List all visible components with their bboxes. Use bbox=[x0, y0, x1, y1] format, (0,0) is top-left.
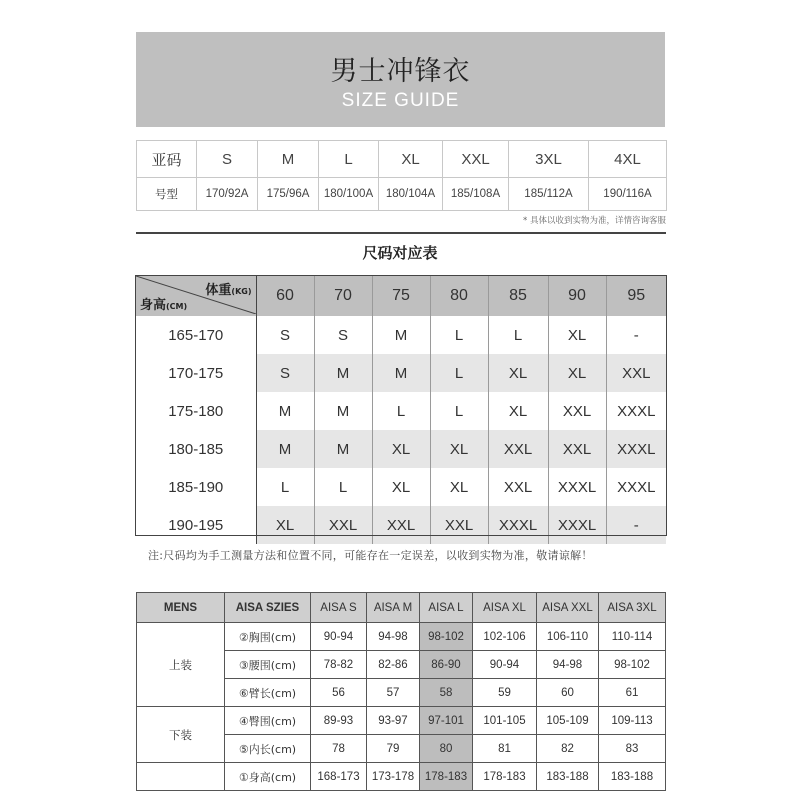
matrix-cell: L bbox=[372, 392, 430, 430]
measure-value: 58 bbox=[420, 679, 473, 707]
measure-value: 79 bbox=[367, 735, 420, 763]
measure-value: 86-90 bbox=[420, 651, 473, 679]
weight-col-header: 70 bbox=[314, 276, 372, 316]
matrix-cell: XXXL bbox=[548, 468, 606, 506]
height-range: 190-195 bbox=[136, 506, 256, 544]
matrix-cell: XXXL bbox=[606, 392, 666, 430]
matrix-cell: M bbox=[314, 354, 372, 392]
type-cell: 180/100A bbox=[319, 178, 379, 211]
weight-col-header: 95 bbox=[606, 276, 666, 316]
measure-value: 105-109 bbox=[537, 707, 599, 735]
size-type-table bbox=[136, 140, 667, 211]
size-row bbox=[137, 141, 667, 178]
measure-value: 93-97 bbox=[367, 707, 420, 735]
col-header-size: AISA S bbox=[311, 593, 367, 623]
measurement-row bbox=[137, 707, 666, 735]
matrix-cell: XXL bbox=[430, 506, 488, 544]
matrix-cell: M bbox=[314, 430, 372, 468]
size-cell: M bbox=[258, 141, 319, 178]
matrix-row bbox=[136, 506, 666, 544]
size-cell: 4XL bbox=[589, 141, 667, 178]
matrix-cell: XXL bbox=[372, 506, 430, 544]
matrix-cell: XL bbox=[430, 468, 488, 506]
matrix-cell: XXXL bbox=[548, 506, 606, 544]
measure-value: 94-98 bbox=[537, 651, 599, 679]
measure-value: 83 bbox=[599, 735, 666, 763]
measure-value: 59 bbox=[473, 679, 537, 707]
type-cell: 170/92A bbox=[197, 178, 258, 211]
measure-value: 78-82 bbox=[311, 651, 367, 679]
group-top: 上装 bbox=[137, 623, 225, 707]
col-header-sizes: AISA SZIES bbox=[225, 593, 311, 623]
type-cell: 175/96A bbox=[258, 178, 319, 211]
size-cell: XL bbox=[379, 141, 443, 178]
height-range: 165-170 bbox=[136, 316, 256, 354]
matrix-cell: XL bbox=[372, 468, 430, 506]
size-row-label: 亚码 bbox=[137, 141, 197, 178]
matrix-cell: - bbox=[606, 316, 666, 354]
measure-value: 168-173 bbox=[311, 763, 367, 791]
matrix-title: 尺码对应表 bbox=[362, 244, 438, 262]
measure-value: 106-110 bbox=[537, 623, 599, 651]
matrix-cell: S bbox=[256, 316, 314, 354]
col-header-size: AISA M bbox=[367, 593, 420, 623]
matrix-cell: XXXL bbox=[606, 430, 666, 468]
measurement-row bbox=[137, 623, 666, 651]
matrix-cell: - bbox=[606, 506, 666, 544]
matrix-cell: M bbox=[372, 354, 430, 392]
measure-value: 56 bbox=[311, 679, 367, 707]
measure-value: 183-188 bbox=[599, 763, 666, 791]
matrix-row bbox=[136, 316, 666, 354]
size-cell: L bbox=[319, 141, 379, 178]
matrix-cell: L bbox=[430, 392, 488, 430]
matrix-cell: XL bbox=[548, 316, 606, 354]
measurement-header-row bbox=[137, 593, 666, 623]
matrix-cell: L bbox=[430, 316, 488, 354]
measure-value: 102-106 bbox=[473, 623, 537, 651]
matrix-cell: M bbox=[256, 392, 314, 430]
matrix-cell: XXL bbox=[488, 468, 548, 506]
height-range: 170-175 bbox=[136, 354, 256, 392]
measure-value: 98-102 bbox=[599, 651, 666, 679]
matrix-cell: M bbox=[256, 430, 314, 468]
matrix-cell: XXL bbox=[548, 430, 606, 468]
weight-label: 体重 bbox=[205, 283, 232, 298]
matrix-cell: XL bbox=[256, 506, 314, 544]
height-label: 身高 bbox=[140, 298, 167, 313]
measurement-note: 注:尺码均为手工测量方法和位置不同，可能存在一定误差，以收到实物为准，敬请谅解！ bbox=[148, 549, 593, 562]
size-cell: S bbox=[197, 141, 258, 178]
measure-value: 60 bbox=[537, 679, 599, 707]
measurement-table bbox=[136, 592, 666, 791]
group-bottom: 下装 bbox=[137, 707, 225, 763]
matrix-cell: XL bbox=[488, 354, 548, 392]
height-range: 185-190 bbox=[136, 468, 256, 506]
page-subtitle: SIZE GUIDE bbox=[341, 90, 460, 111]
matrix-corner bbox=[136, 276, 256, 316]
col-header-size: AISA 3XL bbox=[599, 593, 666, 623]
measure-value: 78 bbox=[311, 735, 367, 763]
measure-value: 82 bbox=[537, 735, 599, 763]
measure-value: 109-113 bbox=[599, 707, 666, 735]
weight-unit: (KG) bbox=[231, 287, 252, 296]
col-header-size: AISA XL bbox=[473, 593, 537, 623]
measurement-row bbox=[137, 763, 666, 791]
measure-item: ③腰围(cm) bbox=[225, 651, 311, 679]
weight-col-header: 85 bbox=[488, 276, 548, 316]
measure-value: 89-93 bbox=[311, 707, 367, 735]
size-cell: XXL bbox=[443, 141, 509, 178]
matrix-cell: XL bbox=[430, 430, 488, 468]
matrix-cell: S bbox=[314, 316, 372, 354]
matrix-row bbox=[136, 430, 666, 468]
type-cell: 190/116A bbox=[589, 178, 667, 211]
matrix-cell: L bbox=[488, 316, 548, 354]
measure-value: 110-114 bbox=[599, 623, 666, 651]
height-range: 175-180 bbox=[136, 392, 256, 430]
type-row-label: 号型 bbox=[137, 178, 197, 211]
matrix-row bbox=[136, 354, 666, 392]
height-header bbox=[140, 294, 187, 313]
size-note: * 具体以收到实物为准，详情咨询客服 bbox=[523, 216, 666, 226]
size-cell: 3XL bbox=[509, 141, 589, 178]
weight-header bbox=[205, 279, 251, 298]
measure-value: 178-183 bbox=[473, 763, 537, 791]
col-header-mens: MENS bbox=[137, 593, 225, 623]
weight-col-header: 75 bbox=[372, 276, 430, 316]
col-header-size: AISA XXL bbox=[537, 593, 599, 623]
matrix-row bbox=[136, 468, 666, 506]
measure-value: 57 bbox=[367, 679, 420, 707]
type-cell: 185/108A bbox=[443, 178, 509, 211]
matrix-cell: XL bbox=[488, 392, 548, 430]
height-range: 180-185 bbox=[136, 430, 256, 468]
measure-item: ⑤内长(cm) bbox=[225, 735, 311, 763]
measure-value: 90-94 bbox=[311, 623, 367, 651]
matrix-cell: XXXL bbox=[606, 468, 666, 506]
matrix-cell: XXL bbox=[488, 430, 548, 468]
height-unit: (CM) bbox=[166, 302, 188, 311]
matrix-cell: M bbox=[314, 392, 372, 430]
measure-value: 94-98 bbox=[367, 623, 420, 651]
measure-value: 90-94 bbox=[473, 651, 537, 679]
matrix-cell: M bbox=[372, 316, 430, 354]
matrix-cell: XXXL bbox=[488, 506, 548, 544]
measure-item: ①身高(cm) bbox=[225, 763, 311, 791]
matrix-cell: L bbox=[430, 354, 488, 392]
type-cell: 185/112A bbox=[509, 178, 589, 211]
matrix-cell: XXL bbox=[548, 392, 606, 430]
matrix-cell: L bbox=[314, 468, 372, 506]
matrix-cell: L bbox=[256, 468, 314, 506]
measure-value: 80 bbox=[420, 735, 473, 763]
type-cell: 180/104A bbox=[379, 178, 443, 211]
matrix-cell: XXL bbox=[314, 506, 372, 544]
measure-item: ⑥臂长(cm) bbox=[225, 679, 311, 707]
measure-value: 178-183 bbox=[420, 763, 473, 791]
matrix-header-row bbox=[136, 276, 666, 316]
matrix-cell: XXL bbox=[606, 354, 666, 392]
measure-value: 101-105 bbox=[473, 707, 537, 735]
title-banner bbox=[136, 32, 665, 127]
weight-col-header: 60 bbox=[256, 276, 314, 316]
measure-item: ②胸围(cm) bbox=[225, 623, 311, 651]
measure-value: 98-102 bbox=[420, 623, 473, 651]
matrix-cell: XL bbox=[372, 430, 430, 468]
weight-col-header: 90 bbox=[548, 276, 606, 316]
measure-value: 61 bbox=[599, 679, 666, 707]
matrix-row bbox=[136, 392, 666, 430]
measure-item: ④臀围(cm) bbox=[225, 707, 311, 735]
measure-value: 173-178 bbox=[367, 763, 420, 791]
measure-value: 183-188 bbox=[537, 763, 599, 791]
weight-col-header: 80 bbox=[430, 276, 488, 316]
measure-value: 82-86 bbox=[367, 651, 420, 679]
size-matrix-table bbox=[136, 276, 666, 544]
measure-value: 97-101 bbox=[420, 707, 473, 735]
matrix-cell: XL bbox=[548, 354, 606, 392]
divider bbox=[136, 232, 666, 234]
page-title: 男士冲锋衣 bbox=[330, 56, 471, 87]
type-row bbox=[137, 178, 667, 211]
col-header-size: AISA L bbox=[420, 593, 473, 623]
measure-value: 81 bbox=[473, 735, 537, 763]
matrix-cell: S bbox=[256, 354, 314, 392]
group-empty bbox=[137, 763, 225, 791]
